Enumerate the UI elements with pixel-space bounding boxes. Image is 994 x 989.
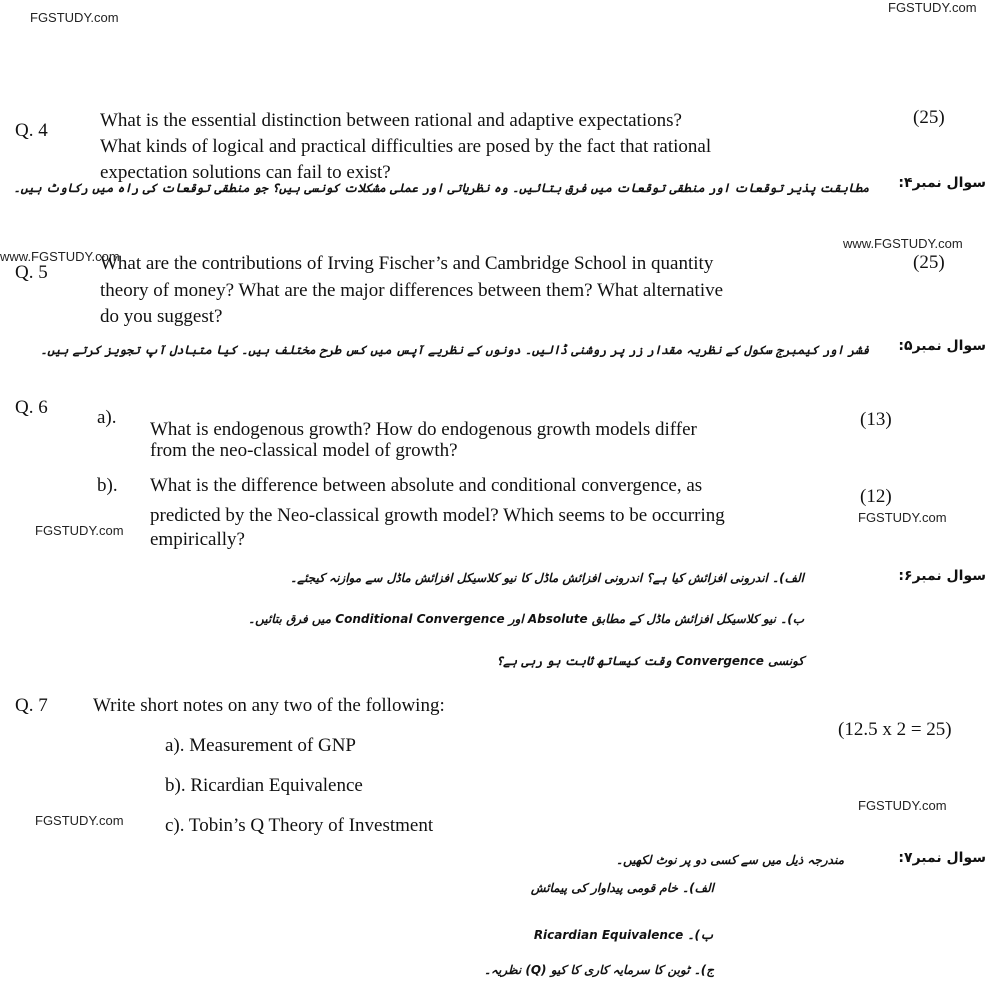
note-item: c). Tobin’s Q Theory of Investment xyxy=(165,815,434,836)
question-line: What is the difference between absolute and conditional convergence, as xyxy=(150,475,703,496)
part-label: a). xyxy=(97,407,117,428)
question-number: Q. 6 xyxy=(15,397,48,418)
question-line: What is endogenous growth? How do endogenous growth models differ xyxy=(150,419,697,440)
marks: (25) xyxy=(913,252,945,273)
urdu-text: مطابقت پذیر توقعات اور منطقی توقعات میں فرق بتائیں۔ وہ نظریاتی اور عملی مشکلات کونسی ہیں؟ جو منطقی توقعات کی راہ میں رکاوٹ ہیں۔ xyxy=(13,181,869,195)
note-item: b). Ricardian Equivalence xyxy=(165,775,363,796)
urdu-text: الف)۔ خام قومی پیداوار کی پیمائش xyxy=(530,881,714,895)
part-label: b). xyxy=(97,475,118,496)
question-line: What kinds of logical and practical difficulties are posed by the fact that rational xyxy=(100,136,712,157)
question-line: predicted by the Neo-classical growth model? Which seems to be occurring xyxy=(150,505,725,526)
question-line: expectation solutions can fail to exist? xyxy=(100,162,391,183)
urdu-label: سوال نمبر۵: xyxy=(898,338,986,354)
watermark: FGSTUDY.com xyxy=(35,813,124,828)
marks: (12.5 x 2 = 25) xyxy=(838,719,952,740)
question-number: Q. 7 xyxy=(15,695,48,716)
question-number: Q. 5 xyxy=(15,262,48,283)
urdu-label: سوال نمبر۷: xyxy=(898,850,986,866)
urdu-text: مندرجہ ذیل میں سے کسی دو پر نوٹ لکھیں۔ xyxy=(615,853,844,867)
question-line: theory of money? What are the major differences between them? What alternative xyxy=(100,280,724,301)
note-item: a). Measurement of GNP xyxy=(165,735,357,756)
urdu-text: ج)۔ ٹوبن کا سرمایہ کاری کا کیو (Q) نظریہ۔ xyxy=(483,963,714,977)
watermark: www.FGSTUDY.com xyxy=(0,249,120,264)
urdu-text: ب)۔ نیو کلاسیکل افزائش ماڈل کے مطابق Absolute اور Conditional Convergence میں فرق بتائیں۔ xyxy=(248,612,804,626)
marks: (13) xyxy=(860,409,892,430)
watermark: www.FGSTUDY.com xyxy=(843,236,963,251)
question-line: empirically? xyxy=(150,529,245,550)
question-line: What are the contributions of Irving Fischer’s and Cambridge School in quantity xyxy=(100,253,714,274)
watermark: FGSTUDY.com xyxy=(858,510,947,525)
question-line: from the neo-classical model of growth? xyxy=(150,440,458,461)
question-line: do you suggest? xyxy=(100,306,223,327)
watermark: FGSTUDY.com xyxy=(30,10,119,25)
urdu-text: الف)۔ اندرونی افزائش کیا ہے؟ اندرونی افزائش ماڈل کا نیو کلاسیکل افزائش ماڈل سے موازنہ کیجئے۔ xyxy=(290,571,804,585)
question-line: What is the essential distinction between rational and adaptive expectations? xyxy=(100,110,682,131)
watermark: FGSTUDY.com xyxy=(888,0,977,15)
urdu-label: سوال نمبر۶: xyxy=(898,568,986,584)
question-number: Q. 4 xyxy=(15,120,48,141)
marks: (12) xyxy=(860,486,892,507)
urdu-text: فشر اور کیمبرج سکول کے نظریہ مقدار زر پر روشنی ڈالیں۔ دونوں کے نظریے آپس میں کس طرح مختلف ہیں۔ کیا متبادل آپ تجویز کرتے ہیں۔ xyxy=(40,343,869,357)
question-line: Write short notes on any two of the following: xyxy=(93,695,445,716)
marks: (25) xyxy=(913,107,945,128)
urdu-text: کونسی Convergence وقت کیساتھ ثابت ہو رہی ہے؟ xyxy=(496,654,804,668)
watermark: FGSTUDY.com xyxy=(35,523,124,538)
watermark: FGSTUDY.com xyxy=(858,798,947,813)
urdu-label: سوال نمبر۴: xyxy=(898,175,986,191)
urdu-text: ب)۔ Ricardian Equivalence xyxy=(533,928,714,942)
